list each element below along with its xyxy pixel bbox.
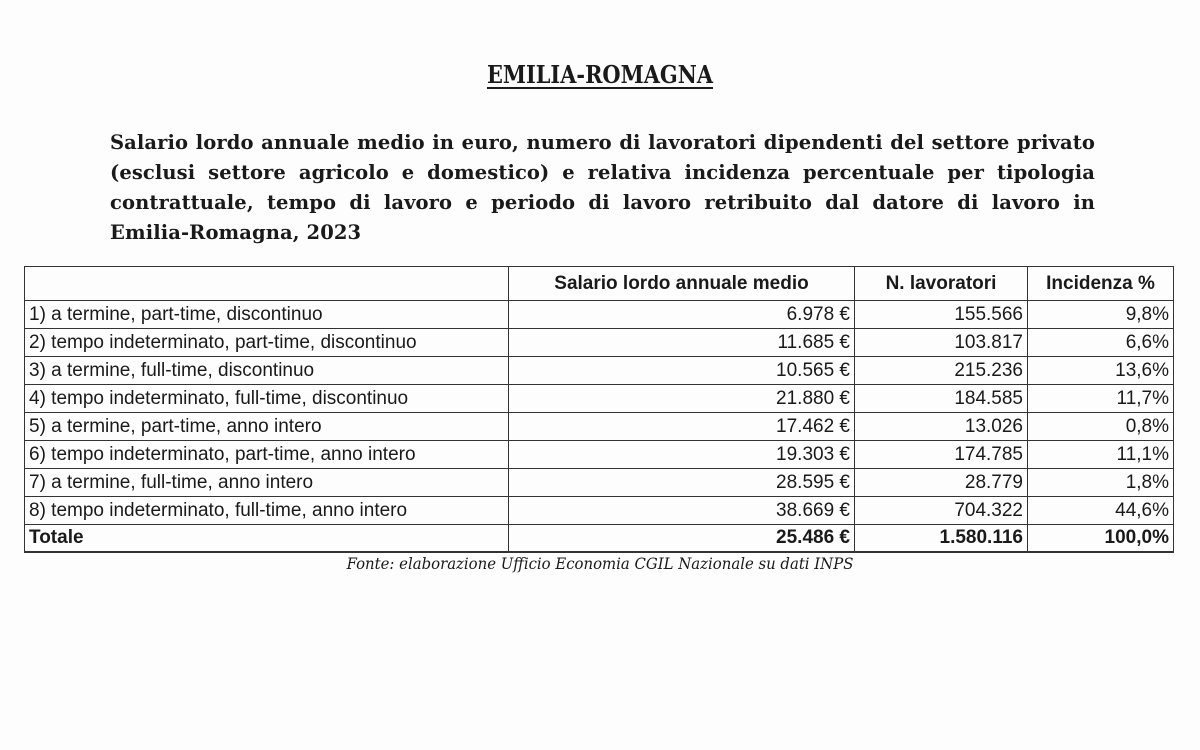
row-workers: 174.785 — [855, 441, 1028, 469]
row-label: 2) tempo indeterminato, part-time, discontinuo — [25, 329, 509, 357]
salary-table — [24, 266, 1174, 553]
row-incidence: 11,1% — [1028, 441, 1174, 469]
table-row — [25, 441, 1174, 469]
row-salary: 19.303 € — [509, 441, 855, 469]
row-salary: 38.669 € — [509, 497, 855, 525]
row-label: 8) tempo indeterminato, full-time, anno intero — [25, 497, 509, 525]
total-salary: 25.486 € — [509, 525, 855, 553]
table-row — [25, 329, 1174, 357]
row-workers: 215.236 — [855, 357, 1028, 385]
row-label: 3) a termine, full-time, discontinuo — [25, 357, 509, 385]
total-incidence: 100,0% — [1028, 525, 1174, 553]
row-salary: 11.685 € — [509, 329, 855, 357]
document-title — [78, 60, 1122, 89]
row-workers: 704.322 — [855, 497, 1028, 525]
header-cell-incidence: Incidenza % — [1028, 267, 1174, 301]
table-total-row — [25, 525, 1174, 553]
row-workers: 28.779 — [855, 469, 1028, 497]
source-note: Fonte: elaborazione Ufficio Economia CGIL Nazionale su dati INPS — [346, 554, 854, 573]
table-row — [25, 301, 1174, 329]
row-salary: 17.462 € — [509, 413, 855, 441]
table-row — [25, 497, 1174, 525]
row-workers: 184.585 — [855, 385, 1028, 413]
document-subtitle: Salario lordo annuale medio in euro, numero di lavoratori dipendenti del settore privato (esclusi settore agricolo e domestico) e relativa incidenza percentuale per tipologia contrattuale, tempo di lavoro e periodo di lavoro retribuito dal datore di lavoro in Emilia-Romagna, 2023 — [110, 131, 1095, 244]
row-incidence: 11,7% — [1028, 385, 1174, 413]
header-cell-workers: N. lavoratori — [855, 267, 1028, 301]
table-header-row — [25, 267, 1174, 301]
row-incidence: 6,6% — [1028, 329, 1174, 357]
row-incidence: 44,6% — [1028, 497, 1174, 525]
row-workers: 103.817 — [855, 329, 1028, 357]
row-incidence: 13,6% — [1028, 357, 1174, 385]
row-label: 6) tempo indeterminato, part-time, anno intero — [25, 441, 509, 469]
row-salary: 28.595 € — [509, 469, 855, 497]
table-row — [25, 413, 1174, 441]
document-title-text: EMILIA-ROMAGNA — [486, 60, 714, 89]
total-label: Totale — [25, 525, 509, 553]
row-salary: 10.565 € — [509, 357, 855, 385]
total-workers: 1.580.116 — [855, 525, 1028, 553]
row-label: 5) a termine, part-time, anno intero — [25, 413, 509, 441]
row-incidence: 1,8% — [1028, 469, 1174, 497]
row-workers: 155.566 — [855, 301, 1028, 329]
header-cell-label — [25, 267, 509, 301]
row-label: 4) tempo indeterminato, full-time, discontinuo — [25, 385, 509, 413]
row-salary: 6.978 € — [509, 301, 855, 329]
row-salary: 21.880 € — [509, 385, 855, 413]
row-incidence: 9,8% — [1028, 301, 1174, 329]
table-row — [25, 357, 1174, 385]
row-workers: 13.026 — [855, 413, 1028, 441]
header-cell-salary: Salario lordo annuale medio — [509, 267, 855, 301]
table-row — [25, 469, 1174, 497]
row-label: 7) a termine, full-time, anno intero — [25, 469, 509, 497]
row-incidence: 0,8% — [1028, 413, 1174, 441]
table-row — [25, 385, 1174, 413]
row-label: 1) a termine, part-time, discontinuo — [25, 301, 509, 329]
